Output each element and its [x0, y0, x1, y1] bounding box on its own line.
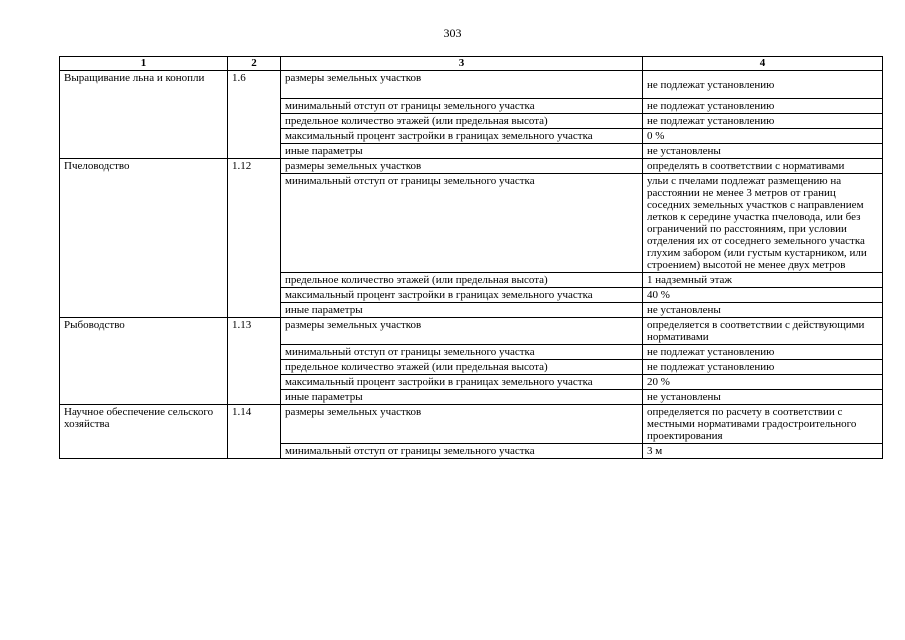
- param-name-cell: минимальный отступ от границы земельного участка: [281, 174, 643, 273]
- table-row: [60, 405, 883, 444]
- table-row: [60, 318, 883, 345]
- table-header-row: [60, 57, 883, 71]
- param-name-cell: предельное количество этажей (или предельная высота): [281, 114, 643, 129]
- param-value-cell: определяется в соответствии с действующими нормативами: [643, 318, 883, 345]
- param-value-cell: не установлены: [643, 390, 883, 405]
- param-value-cell: не подлежат установлению: [643, 345, 883, 360]
- parameters-table: [59, 56, 883, 459]
- param-value-cell: 1 надземный этаж: [643, 273, 883, 288]
- param-value-cell: ульи с пчелами подлежат размещению на расстоянии не менее 3 метров от границ соседних земельных участков с направлением летков к середине участка пчеловода, или без ограничений по расстояниям, при условии отделения их от соседнего земельного участка глухим забором (или густым кустарником, или строением) высотой не менее двух метров: [643, 174, 883, 273]
- table-row: [60, 159, 883, 174]
- param-value-cell: 3 м: [643, 444, 883, 459]
- param-value-cell: определяется по расчету в соответствии с местными нормативами градостроительного проектирования: [643, 405, 883, 444]
- param-name-cell: размеры земельных участков: [281, 318, 643, 345]
- param-value-cell: не установлены: [643, 144, 883, 159]
- param-value-cell: не подлежат установлению: [643, 360, 883, 375]
- param-value-cell: не подлежат установлению: [643, 71, 883, 99]
- code-cell: 1.13: [228, 318, 281, 405]
- page-number: 303: [443, 26, 462, 40]
- param-name-cell: минимальный отступ от границы земельного участка: [281, 99, 643, 114]
- code-cell: 1.14: [228, 405, 281, 459]
- param-name-cell: иные параметры: [281, 390, 643, 405]
- param-value-cell: 20 %: [643, 375, 883, 390]
- param-name-cell: размеры земельных участков: [281, 71, 643, 99]
- param-name-cell: максимальный процент застройки в границах земельного участка: [281, 375, 643, 390]
- param-name-cell: иные параметры: [281, 144, 643, 159]
- param-value-cell: 0 %: [643, 129, 883, 144]
- param-name-cell: предельное количество этажей (или предельная высота): [281, 273, 643, 288]
- param-value-cell: определять в соответствии с нормативами: [643, 159, 883, 174]
- param-value-cell: не установлены: [643, 303, 883, 318]
- column-header-3: 3: [281, 57, 643, 71]
- activity-cell: Рыбоводство: [60, 318, 228, 405]
- param-name-cell: размеры земельных участков: [281, 159, 643, 174]
- param-name-cell: максимальный процент застройки в границах земельного участка: [281, 288, 643, 303]
- param-value-cell: не подлежат установлению: [643, 99, 883, 114]
- code-cell: 1.12: [228, 159, 281, 318]
- column-header-2: 2: [228, 57, 281, 71]
- param-name-cell: размеры земельных участков: [281, 405, 643, 444]
- param-name-cell: минимальный отступ от границы земельного участка: [281, 444, 643, 459]
- activity-cell: Научное обеспечение сельского хозяйства: [60, 405, 228, 459]
- activity-cell: Пчеловодство: [60, 159, 228, 318]
- column-header-1: 1: [60, 57, 228, 71]
- column-header-4: 4: [643, 57, 883, 71]
- param-name-cell: иные параметры: [281, 303, 643, 318]
- param-name-cell: минимальный отступ от границы земельного участка: [281, 345, 643, 360]
- param-name-cell: максимальный процент застройки в границах земельного участка: [281, 129, 643, 144]
- param-value-cell: не подлежат установлению: [643, 114, 883, 129]
- code-cell: 1.6: [228, 71, 281, 159]
- param-name-cell: предельное количество этажей (или предельная высота): [281, 360, 643, 375]
- param-value-cell: 40 %: [643, 288, 883, 303]
- table-row: [60, 71, 883, 99]
- activity-cell: Выращивание льна и конопли: [60, 71, 228, 159]
